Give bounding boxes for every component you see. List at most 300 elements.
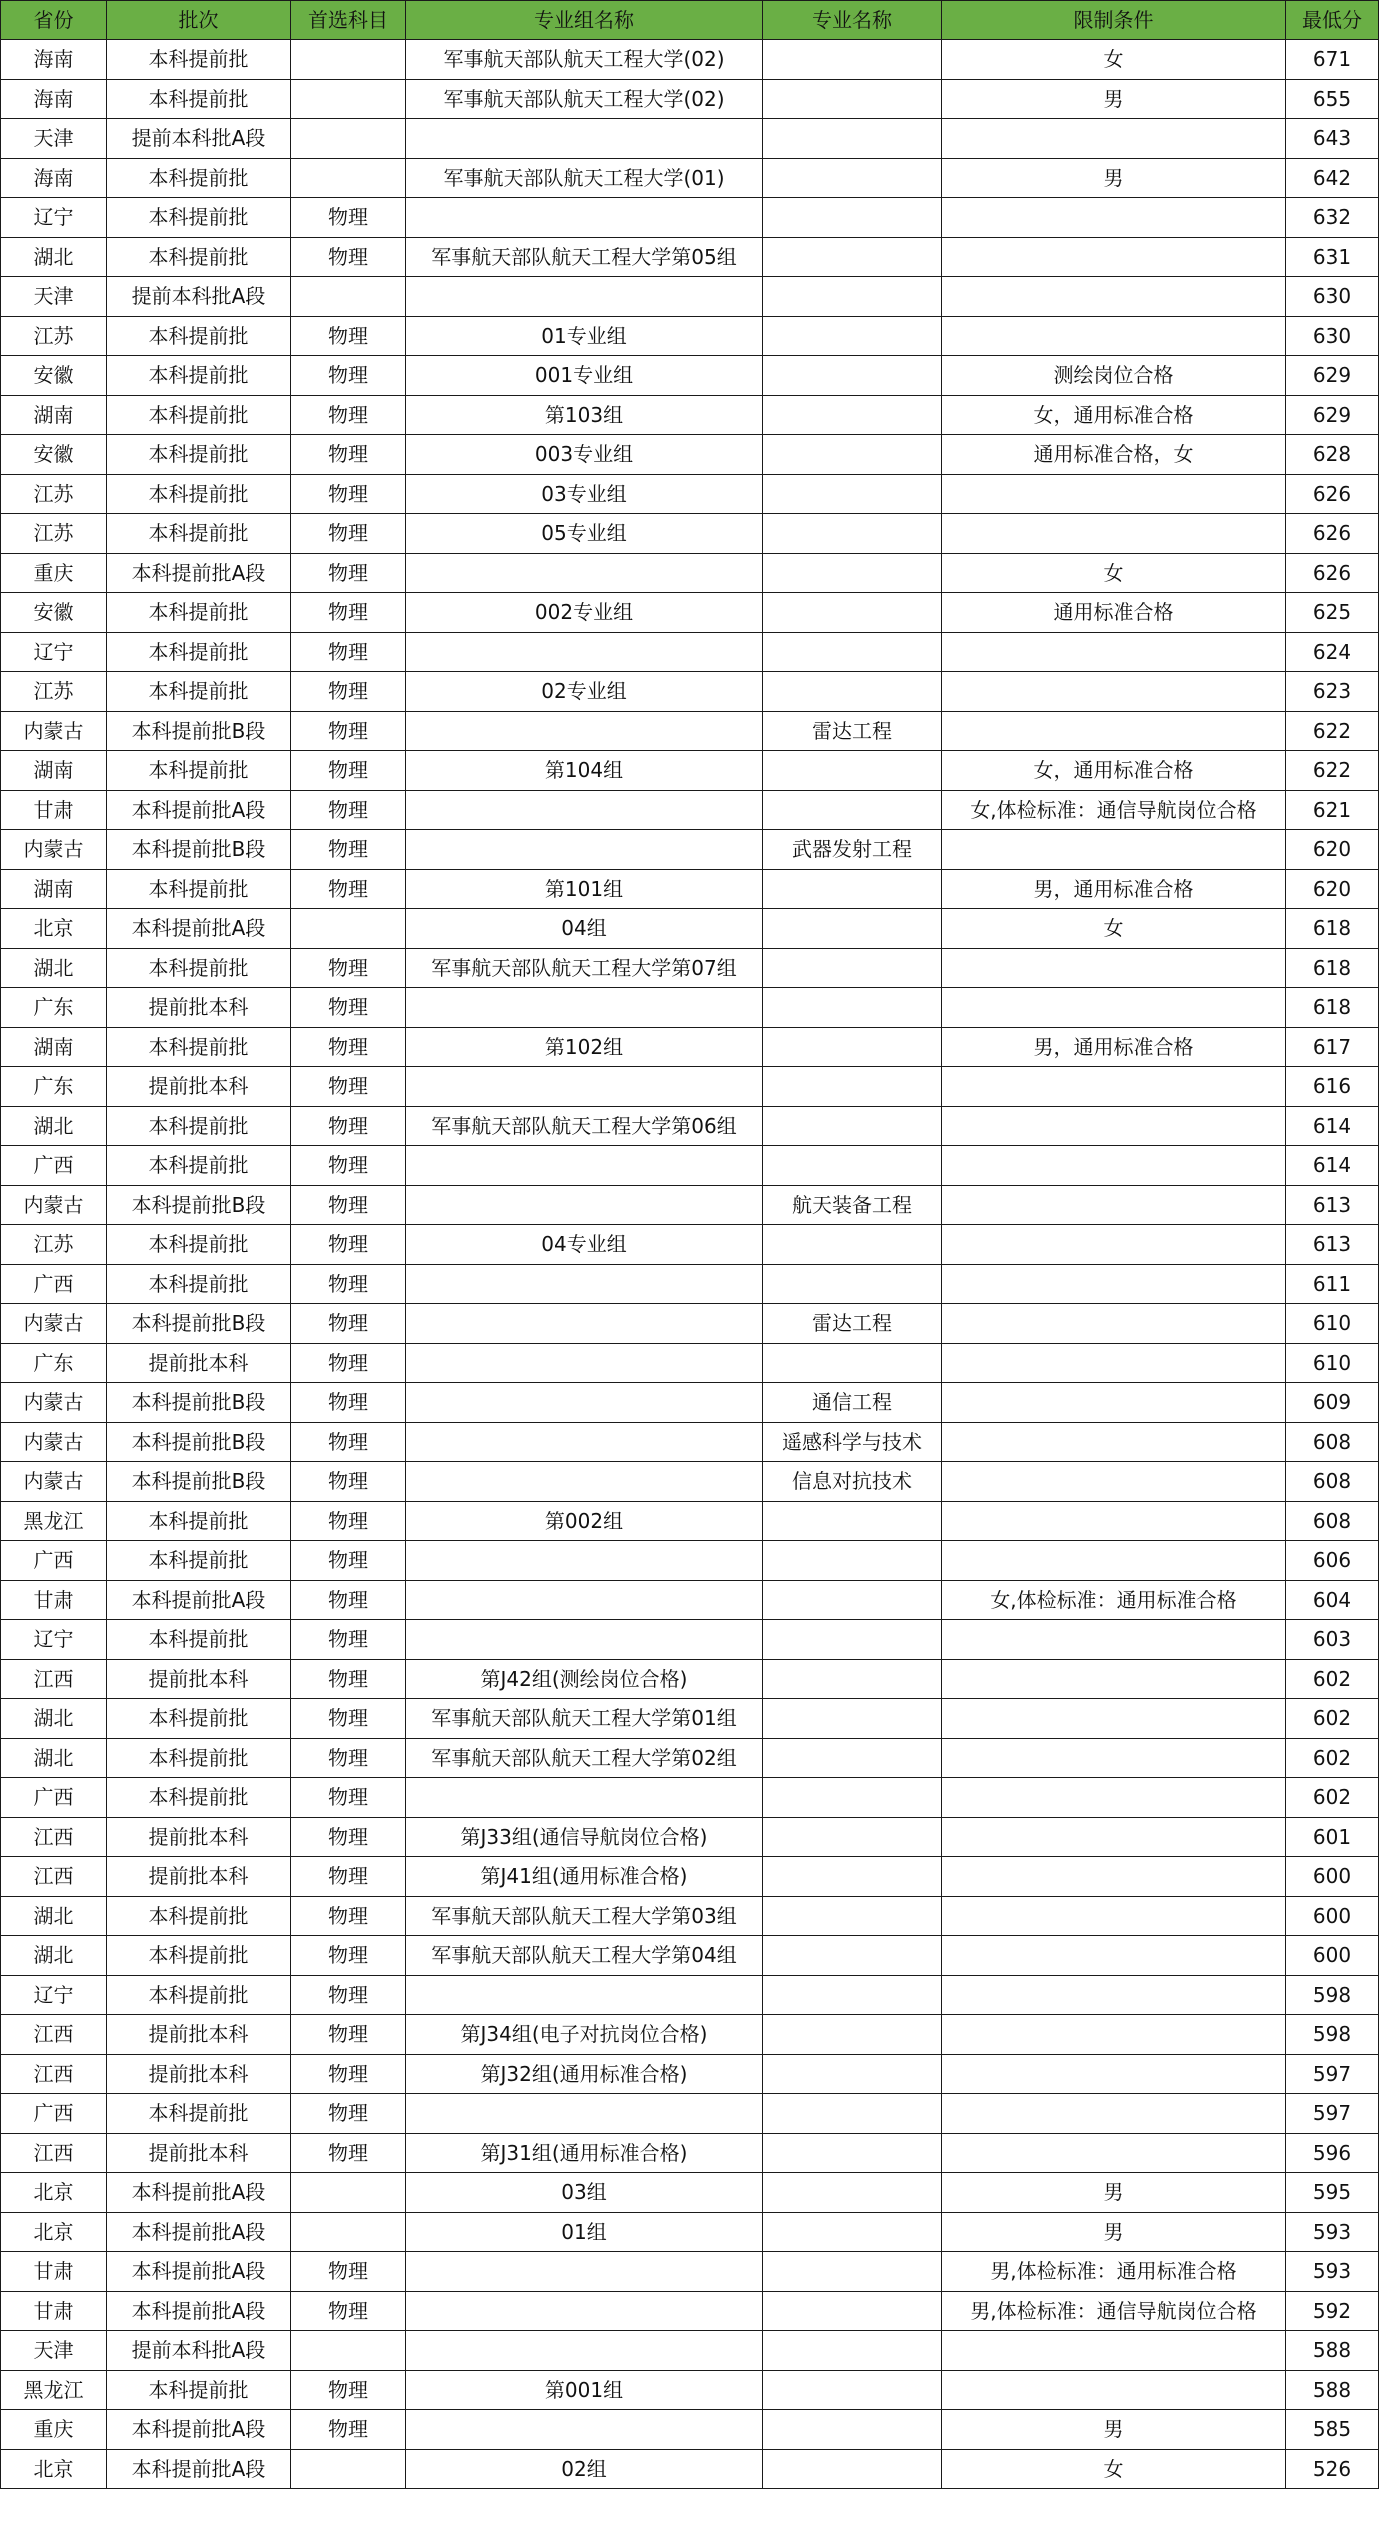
major-group-cell <box>406 2291 763 2331</box>
restriction-cell <box>942 2015 1286 2055</box>
province-cell: 江西 <box>1 2133 107 2173</box>
first-subject-cell: 物理 <box>291 632 406 672</box>
header-batch: 批次 <box>107 1 291 40</box>
min-score-cell: 620 <box>1286 830 1379 870</box>
first-subject-cell: 物理 <box>291 869 406 909</box>
batch-cell: 本科提前批 <box>107 1146 291 1186</box>
restriction-cell <box>942 1185 1286 1225</box>
major-name-cell <box>763 1106 942 1146</box>
major-name-cell <box>763 1264 942 1304</box>
major-name-cell <box>763 356 942 396</box>
restriction-cell: 男，通用标准合格 <box>942 869 1286 909</box>
table-row <box>1 474 1379 514</box>
restriction-cell: 女,体检标准：通用标准合格 <box>942 1580 1286 1620</box>
min-score-cell: 602 <box>1286 1738 1379 1778</box>
province-cell: 湖南 <box>1 869 107 909</box>
min-score-cell: 642 <box>1286 158 1379 198</box>
min-score-cell: 618 <box>1286 909 1379 949</box>
restriction-cell <box>942 1857 1286 1897</box>
restriction-cell: 女,体检标准：通信导航岗位合格 <box>942 790 1286 830</box>
table-row <box>1 2331 1379 2371</box>
min-score-cell: 622 <box>1286 711 1379 751</box>
table-row <box>1 435 1379 475</box>
batch-cell: 提前本科批A段 <box>107 277 291 317</box>
min-score-cell: 606 <box>1286 1541 1379 1581</box>
min-score-cell: 632 <box>1286 198 1379 238</box>
batch-cell: 提前批本科 <box>107 1817 291 1857</box>
restriction-cell <box>942 672 1286 712</box>
restriction-cell <box>942 632 1286 672</box>
major-group-cell <box>406 1580 763 1620</box>
major-group-cell: 第103组 <box>406 395 763 435</box>
table-row <box>1 2133 1379 2173</box>
major-name-cell: 信息对抗技术 <box>763 1462 942 1502</box>
first-subject-cell <box>291 277 406 317</box>
province-cell: 北京 <box>1 2212 107 2252</box>
batch-cell: 本科提前批A段 <box>107 553 291 593</box>
min-score-cell: 624 <box>1286 632 1379 672</box>
major-name-cell <box>763 1896 942 1936</box>
table-row <box>1 869 1379 909</box>
table-row <box>1 40 1379 80</box>
major-group-cell: 第101组 <box>406 869 763 909</box>
min-score-cell: 626 <box>1286 474 1379 514</box>
major-name-cell <box>763 672 942 712</box>
table-row <box>1 553 1379 593</box>
first-subject-cell: 物理 <box>291 1106 406 1146</box>
major-group-cell: 05专业组 <box>406 514 763 554</box>
province-cell: 广西 <box>1 2094 107 2134</box>
major-group-cell <box>406 1067 763 1107</box>
min-score-cell: 671 <box>1286 40 1379 80</box>
major-name-cell <box>763 1620 942 1660</box>
major-name-cell: 雷达工程 <box>763 1304 942 1344</box>
batch-cell: 本科提前批 <box>107 751 291 791</box>
table-row <box>1 1975 1379 2015</box>
first-subject-cell <box>291 79 406 119</box>
restriction-cell <box>942 830 1286 870</box>
batch-cell: 本科提前批A段 <box>107 2291 291 2331</box>
restriction-cell <box>942 2133 1286 2173</box>
table-row <box>1 1620 1379 1660</box>
major-name-cell <box>763 553 942 593</box>
major-name-cell <box>763 1817 942 1857</box>
table-row <box>1 1027 1379 1067</box>
major-name-cell <box>763 2331 942 2371</box>
major-name-cell <box>763 2370 942 2410</box>
first-subject-cell: 物理 <box>291 1343 406 1383</box>
table-row <box>1 2410 1379 2450</box>
batch-cell: 提前批本科 <box>107 2015 291 2055</box>
first-subject-cell: 物理 <box>291 237 406 277</box>
major-name-cell <box>763 2410 942 2450</box>
major-name-cell <box>763 988 942 1028</box>
table-row <box>1 1896 1379 1936</box>
min-score-cell: 609 <box>1286 1383 1379 1423</box>
min-score-cell: 610 <box>1286 1343 1379 1383</box>
min-score-cell: 655 <box>1286 79 1379 119</box>
batch-cell: 本科提前批 <box>107 1936 291 1976</box>
province-cell: 内蒙古 <box>1 1383 107 1423</box>
major-group-cell <box>406 1343 763 1383</box>
min-score-cell: 626 <box>1286 514 1379 554</box>
major-name-cell <box>763 751 942 791</box>
min-score-cell: 602 <box>1286 1778 1379 1818</box>
major-group-cell <box>406 198 763 238</box>
batch-cell: 本科提前批 <box>107 316 291 356</box>
restriction-cell <box>942 1896 1286 1936</box>
first-subject-cell: 物理 <box>291 1738 406 1778</box>
province-cell: 黑龙江 <box>1 1501 107 1541</box>
first-subject-cell: 物理 <box>291 1541 406 1581</box>
batch-cell: 本科提前批B段 <box>107 1422 291 1462</box>
major-name-cell: 航天装备工程 <box>763 1185 942 1225</box>
min-score-cell: 593 <box>1286 2252 1379 2292</box>
min-score-cell: 588 <box>1286 2370 1379 2410</box>
province-cell: 广东 <box>1 1067 107 1107</box>
table-row <box>1 1817 1379 1857</box>
province-cell: 辽宁 <box>1 632 107 672</box>
restriction-cell <box>942 1738 1286 1778</box>
major-group-cell <box>406 2410 763 2450</box>
restriction-cell: 女，通用标准合格 <box>942 751 1286 791</box>
province-cell: 湖北 <box>1 1106 107 1146</box>
min-score-cell: 622 <box>1286 751 1379 791</box>
major-name-cell <box>763 1857 942 1897</box>
batch-cell: 本科提前批 <box>107 514 291 554</box>
restriction-cell <box>942 237 1286 277</box>
first-subject-cell: 物理 <box>291 395 406 435</box>
major-group-cell <box>406 2252 763 2292</box>
province-cell: 辽宁 <box>1 1975 107 2015</box>
min-score-cell: 618 <box>1286 988 1379 1028</box>
table-row <box>1 1106 1379 1146</box>
first-subject-cell: 物理 <box>291 1225 406 1265</box>
first-subject-cell: 物理 <box>291 2370 406 2410</box>
first-subject-cell: 物理 <box>291 948 406 988</box>
table-row <box>1 1462 1379 1502</box>
batch-cell: 本科提前批A段 <box>107 2252 291 2292</box>
batch-cell: 提前批本科 <box>107 2133 291 2173</box>
batch-cell: 本科提前批A段 <box>107 2212 291 2252</box>
table-row <box>1 593 1379 633</box>
restriction-cell: 男 <box>942 158 1286 198</box>
table-row <box>1 672 1379 712</box>
table-row <box>1 1185 1379 1225</box>
table-row <box>1 2054 1379 2094</box>
table-row <box>1 1422 1379 1462</box>
min-score-cell: 585 <box>1286 2410 1379 2450</box>
table-row <box>1 356 1379 396</box>
header-min-score: 最低分 <box>1286 1 1379 40</box>
major-group-cell <box>406 1185 763 1225</box>
restriction-cell <box>942 2370 1286 2410</box>
table-row <box>1 1067 1379 1107</box>
table-row <box>1 2291 1379 2331</box>
table-row <box>1 1225 1379 1265</box>
restriction-cell <box>942 1225 1286 1265</box>
first-subject-cell: 物理 <box>291 830 406 870</box>
min-score-cell: 603 <box>1286 1620 1379 1660</box>
first-subject-cell: 物理 <box>291 1185 406 1225</box>
min-score-cell: 611 <box>1286 1264 1379 1304</box>
major-name-cell <box>763 474 942 514</box>
major-group-cell: 04组 <box>406 909 763 949</box>
table-row <box>1 395 1379 435</box>
restriction-cell <box>942 514 1286 554</box>
min-score-cell: 597 <box>1286 2094 1379 2134</box>
major-name-cell <box>763 1067 942 1107</box>
min-score-cell: 614 <box>1286 1106 1379 1146</box>
major-group-cell: 军事航天部队航天工程大学(01) <box>406 158 763 198</box>
batch-cell: 提前批本科 <box>107 1067 291 1107</box>
restriction-cell: 通用标准合格 <box>942 593 1286 633</box>
first-subject-cell <box>291 2173 406 2213</box>
table-row <box>1 1778 1379 1818</box>
batch-cell: 本科提前批 <box>107 198 291 238</box>
first-subject-cell <box>291 2331 406 2371</box>
major-group-cell: 军事航天部队航天工程大学第03组 <box>406 1896 763 1936</box>
major-group-cell <box>406 1620 763 1660</box>
restriction-cell: 男,体检标准：通用标准合格 <box>942 2252 1286 2292</box>
table-row <box>1 2252 1379 2292</box>
restriction-cell: 女 <box>942 40 1286 80</box>
province-cell: 江苏 <box>1 474 107 514</box>
major-group-cell: 第J32组(通用标准合格) <box>406 2054 763 2094</box>
restriction-cell <box>942 1422 1286 1462</box>
min-score-cell: 629 <box>1286 395 1379 435</box>
province-cell: 湖北 <box>1 948 107 988</box>
table-row <box>1 632 1379 672</box>
major-name-cell <box>763 158 942 198</box>
major-name-cell <box>763 1659 942 1699</box>
major-name-cell <box>763 2054 942 2094</box>
first-subject-cell <box>291 158 406 198</box>
major-group-cell <box>406 632 763 672</box>
major-group-cell: 第J42组(测绘岗位合格) <box>406 1659 763 1699</box>
table-row <box>1 1146 1379 1186</box>
min-score-cell: 643 <box>1286 119 1379 159</box>
restriction-cell: 测绘岗位合格 <box>942 356 1286 396</box>
restriction-cell <box>942 1778 1286 1818</box>
first-subject-cell: 物理 <box>291 474 406 514</box>
major-group-cell <box>406 1304 763 1344</box>
province-cell: 内蒙古 <box>1 1185 107 1225</box>
min-score-cell: 600 <box>1286 1896 1379 1936</box>
table-row <box>1 158 1379 198</box>
province-cell: 江苏 <box>1 672 107 712</box>
batch-cell: 本科提前批A段 <box>107 2410 291 2450</box>
min-score-cell: 618 <box>1286 948 1379 988</box>
min-score-cell: 526 <box>1286 2449 1379 2489</box>
batch-cell: 本科提前批A段 <box>107 1580 291 1620</box>
table-row <box>1 237 1379 277</box>
major-group-cell: 03专业组 <box>406 474 763 514</box>
table-row <box>1 2449 1379 2489</box>
batch-cell: 本科提前批B段 <box>107 1185 291 1225</box>
province-cell: 湖北 <box>1 1896 107 1936</box>
table-row <box>1 79 1379 119</box>
batch-cell: 本科提前批B段 <box>107 1383 291 1423</box>
province-cell: 湖北 <box>1 1738 107 1778</box>
first-subject-cell <box>291 40 406 80</box>
restriction-cell <box>942 1264 1286 1304</box>
batch-cell: 本科提前批 <box>107 356 291 396</box>
restriction-cell <box>942 119 1286 159</box>
major-name-cell <box>763 2291 942 2331</box>
province-cell: 江苏 <box>1 1225 107 1265</box>
major-name-cell <box>763 1343 942 1383</box>
major-name-cell: 武器发射工程 <box>763 830 942 870</box>
table-row <box>1 119 1379 159</box>
major-group-cell: 军事航天部队航天工程大学(02) <box>406 40 763 80</box>
province-cell: 广东 <box>1 1343 107 1383</box>
major-name-cell <box>763 1778 942 1818</box>
batch-cell: 本科提前批 <box>107 593 291 633</box>
batch-cell: 本科提前批 <box>107 869 291 909</box>
restriction-cell <box>942 1936 1286 1976</box>
major-name-cell <box>763 2094 942 2134</box>
major-name-cell <box>763 1975 942 2015</box>
batch-cell: 提前批本科 <box>107 1659 291 1699</box>
restriction-cell <box>942 1343 1286 1383</box>
batch-cell: 本科提前批A段 <box>107 790 291 830</box>
major-group-cell: 002专业组 <box>406 593 763 633</box>
restriction-cell <box>942 2331 1286 2371</box>
table-row <box>1 2370 1379 2410</box>
batch-cell: 本科提前批 <box>107 1975 291 2015</box>
table-row <box>1 2173 1379 2213</box>
province-cell: 江西 <box>1 1659 107 1699</box>
first-subject-cell: 物理 <box>291 1975 406 2015</box>
major-name-cell <box>763 632 942 672</box>
restriction-cell <box>942 1699 1286 1739</box>
province-cell: 湖南 <box>1 395 107 435</box>
min-score-cell: 630 <box>1286 316 1379 356</box>
restriction-cell <box>942 1067 1286 1107</box>
min-score-cell: 608 <box>1286 1462 1379 1502</box>
province-cell: 湖北 <box>1 1936 107 1976</box>
batch-cell: 本科提前批 <box>107 79 291 119</box>
table-row <box>1 1304 1379 1344</box>
min-score-cell: 616 <box>1286 1067 1379 1107</box>
min-score-cell: 600 <box>1286 1857 1379 1897</box>
first-subject-cell: 物理 <box>291 2410 406 2450</box>
batch-cell: 本科提前批 <box>107 948 291 988</box>
major-group-cell <box>406 711 763 751</box>
first-subject-cell: 物理 <box>291 1067 406 1107</box>
first-subject-cell: 物理 <box>291 1936 406 1976</box>
major-group-cell: 第102组 <box>406 1027 763 1067</box>
province-cell: 湖南 <box>1 1027 107 1067</box>
restriction-cell: 女 <box>942 553 1286 593</box>
batch-cell: 本科提前批 <box>107 632 291 672</box>
batch-cell: 本科提前批 <box>107 158 291 198</box>
batch-cell: 提前本科批A段 <box>107 119 291 159</box>
table-row <box>1 2094 1379 2134</box>
province-cell: 黑龙江 <box>1 2370 107 2410</box>
table-body <box>1 40 1379 2489</box>
major-group-cell: 军事航天部队航天工程大学(02) <box>406 79 763 119</box>
province-cell: 江西 <box>1 2054 107 2094</box>
table-row <box>1 1541 1379 1581</box>
batch-cell: 本科提前批 <box>107 395 291 435</box>
min-score-cell: 630 <box>1286 277 1379 317</box>
batch-cell: 本科提前批 <box>107 1027 291 1067</box>
first-subject-cell: 物理 <box>291 1620 406 1660</box>
major-group-cell: 04专业组 <box>406 1225 763 1265</box>
major-name-cell <box>763 1936 942 1976</box>
restriction-cell <box>942 198 1286 238</box>
province-cell: 江西 <box>1 2015 107 2055</box>
restriction-cell <box>942 277 1286 317</box>
first-subject-cell: 物理 <box>291 198 406 238</box>
restriction-cell <box>942 711 1286 751</box>
province-cell: 广西 <box>1 1146 107 1186</box>
province-cell: 辽宁 <box>1 198 107 238</box>
min-score-cell: 595 <box>1286 2173 1379 2213</box>
major-group-cell: 03组 <box>406 2173 763 2213</box>
restriction-cell <box>942 1541 1286 1581</box>
province-cell: 重庆 <box>1 2410 107 2450</box>
min-score-cell: 613 <box>1286 1225 1379 1265</box>
restriction-cell <box>942 1659 1286 1699</box>
restriction-cell <box>942 1975 1286 2015</box>
table-row <box>1 830 1379 870</box>
major-group-cell <box>406 1146 763 1186</box>
batch-cell: 本科提前批 <box>107 474 291 514</box>
batch-cell: 本科提前批 <box>107 1501 291 1541</box>
province-cell: 海南 <box>1 79 107 119</box>
province-cell: 甘肃 <box>1 2252 107 2292</box>
batch-cell: 本科提前批 <box>107 1225 291 1265</box>
major-group-cell: 第J31组(通用标准合格) <box>406 2133 763 2173</box>
first-subject-cell: 物理 <box>291 1383 406 1423</box>
first-subject-cell: 物理 <box>291 1501 406 1541</box>
major-group-cell: 003专业组 <box>406 435 763 475</box>
batch-cell: 提前批本科 <box>107 1343 291 1383</box>
min-score-cell: 617 <box>1286 1027 1379 1067</box>
min-score-cell: 621 <box>1286 790 1379 830</box>
first-subject-cell: 物理 <box>291 751 406 791</box>
first-subject-cell: 物理 <box>291 2133 406 2173</box>
table-row <box>1 1738 1379 1778</box>
major-name-cell <box>763 2015 942 2055</box>
first-subject-cell: 物理 <box>291 1817 406 1857</box>
province-cell: 湖南 <box>1 751 107 791</box>
first-subject-cell: 物理 <box>291 553 406 593</box>
major-name-cell <box>763 1580 942 1620</box>
first-subject-cell: 物理 <box>291 2252 406 2292</box>
major-name-cell <box>763 2133 942 2173</box>
restriction-cell <box>942 1462 1286 1502</box>
province-cell: 广西 <box>1 1264 107 1304</box>
min-score-cell: 610 <box>1286 1304 1379 1344</box>
major-name-cell <box>763 79 942 119</box>
first-subject-cell: 物理 <box>291 2054 406 2094</box>
province-cell: 湖北 <box>1 1699 107 1739</box>
restriction-cell <box>942 1817 1286 1857</box>
major-name-cell <box>763 2212 942 2252</box>
province-cell: 江苏 <box>1 514 107 554</box>
restriction-cell <box>942 1383 1286 1423</box>
min-score-cell: 608 <box>1286 1501 1379 1541</box>
batch-cell: 本科提前批 <box>107 672 291 712</box>
first-subject-cell <box>291 909 406 949</box>
first-subject-cell: 物理 <box>291 790 406 830</box>
table-row <box>1 316 1379 356</box>
first-subject-cell: 物理 <box>291 1659 406 1699</box>
